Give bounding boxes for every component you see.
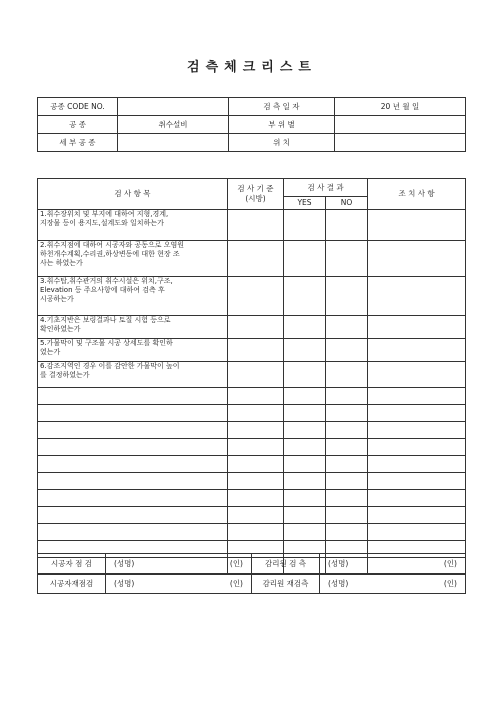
inspection-item[interactable] <box>38 456 228 473</box>
inspection-item <box>38 241 228 277</box>
criteria-sub: (시방) <box>245 194 266 203</box>
inspection-item[interactable] <box>38 507 228 524</box>
supervisor-inspect-sign[interactable] <box>320 554 466 574</box>
action-cell[interactable] <box>368 524 466 541</box>
page-title: 검측체크리스트 <box>187 60 317 75</box>
table-row <box>38 524 466 541</box>
contractor-inspect-sign[interactable] <box>106 554 252 574</box>
yes-cell[interactable] <box>284 473 326 490</box>
result-header: 검 사 결 과 <box>284 179 368 197</box>
inspection-item-line: Elevation 등 주요사항에 대하여 검측 후 <box>40 286 165 295</box>
action-cell[interactable] <box>368 210 466 241</box>
table-row <box>38 388 466 405</box>
criteria-cell[interactable] <box>228 405 284 422</box>
no-cell[interactable] <box>326 405 368 422</box>
action-cell[interactable] <box>368 507 466 524</box>
no-cell[interactable] <box>326 339 368 362</box>
seal-label: (인) <box>443 558 457 568</box>
inspection-item-line: 3.취수탑,취수관거의 취수시설은 위치,구조, <box>40 277 173 285</box>
table-row <box>38 456 466 473</box>
inspection-item-line: 확인하였는가 <box>40 325 81 334</box>
action-cell[interactable] <box>368 362 466 388</box>
sub-work-label: 세 부 공 종 <box>38 134 118 152</box>
location-label: 위 치 <box>229 134 335 152</box>
supervisor-inspect-label: 감리원 검 측 <box>252 554 320 574</box>
criteria-cell[interactable] <box>228 241 284 277</box>
yes-cell[interactable] <box>284 339 326 362</box>
action-cell[interactable] <box>368 473 466 490</box>
work-type-value[interactable]: 취수설비 <box>118 116 229 134</box>
inspection-rows <box>38 210 466 575</box>
yes-cell[interactable] <box>284 277 326 316</box>
no-cell[interactable] <box>326 524 368 541</box>
inspection-item-line: 4.기초지반은 보링결과나 토질 시험 등으로 <box>40 316 171 324</box>
yes-header: YES <box>284 197 326 210</box>
table-row <box>38 210 466 241</box>
seal-label: (인) <box>229 578 243 588</box>
info-row-sub-work <box>38 134 466 152</box>
work-type-label: 공 종 <box>38 116 118 134</box>
criteria-cell[interactable] <box>228 473 284 490</box>
action-cell[interactable] <box>368 316 466 339</box>
yes-cell[interactable] <box>284 490 326 507</box>
no-cell[interactable] <box>326 316 368 339</box>
location-value[interactable] <box>335 134 466 152</box>
yes-cell[interactable] <box>284 405 326 422</box>
inspection-date-value[interactable]: 20 년 월 일 <box>335 98 466 116</box>
criteria-cell[interactable] <box>228 490 284 507</box>
criteria-cell[interactable] <box>228 210 284 241</box>
yes-cell[interactable] <box>284 316 326 339</box>
part-value[interactable] <box>335 116 466 134</box>
criteria-cell[interactable] <box>228 524 284 541</box>
criteria-cell[interactable] <box>228 456 284 473</box>
no-cell[interactable] <box>326 507 368 524</box>
inspection-item <box>38 362 228 388</box>
criteria-cell[interactable] <box>228 388 284 405</box>
sign-row-1 <box>38 554 466 574</box>
no-cell[interactable] <box>326 277 368 316</box>
seal-label: (인) <box>443 578 457 588</box>
part-label: 부 위 별 <box>229 116 335 134</box>
no-cell[interactable] <box>326 490 368 507</box>
action-cell[interactable] <box>368 388 466 405</box>
no-cell[interactable] <box>326 456 368 473</box>
no-cell[interactable] <box>326 241 368 277</box>
table-row <box>38 439 466 456</box>
items-header: 검 사 항 목 <box>38 179 228 210</box>
action-cell[interactable] <box>368 439 466 456</box>
no-cell[interactable] <box>326 422 368 439</box>
inspection-item-line: 였는가 <box>40 348 61 357</box>
inspection-item <box>38 339 228 362</box>
criteria-cell[interactable] <box>228 439 284 456</box>
inspection-item[interactable] <box>38 473 228 490</box>
inspection-table <box>37 178 466 575</box>
criteria-cell[interactable] <box>228 316 284 339</box>
contractor-material-sign[interactable] <box>106 574 252 594</box>
criteria-title: 검 사 기 준 <box>237 184 274 194</box>
action-cell[interactable] <box>368 241 466 277</box>
inspection-item-line: 하천개수계획,수리권,하상변동에 대한 현장 조 <box>40 250 180 259</box>
table-row <box>38 277 466 316</box>
inspection-item-line: 1.취수장위치 및 부지에 대하여 지형,경계, <box>40 210 169 218</box>
inspection-item[interactable] <box>38 439 228 456</box>
yes-cell[interactable] <box>284 422 326 439</box>
inspection-item-line: 6.감조지역인 경우 이를 감안한 가물막이 높이 <box>40 362 180 370</box>
inspection-item-line: 사는 하였는가 <box>40 259 83 268</box>
name-label: (성명) <box>328 578 349 588</box>
supervisor-reinspect-label: 감리원 재검측 <box>252 574 320 594</box>
yes-cell[interactable] <box>284 507 326 524</box>
action-cell[interactable] <box>368 405 466 422</box>
action-cell[interactable] <box>368 339 466 362</box>
supervisor-reinspect-sign[interactable] <box>320 574 466 594</box>
info-row-work-type <box>38 116 466 134</box>
no-cell[interactable] <box>326 388 368 405</box>
inspection-item-line: 를 결정하였는가 <box>40 371 90 380</box>
no-cell[interactable] <box>326 473 368 490</box>
inspection-item[interactable] <box>38 388 228 405</box>
table-row <box>38 507 466 524</box>
no-cell[interactable] <box>326 439 368 456</box>
yes-cell[interactable] <box>284 524 326 541</box>
inspection-item[interactable] <box>38 405 228 422</box>
yes-cell[interactable] <box>284 456 326 473</box>
criteria-cell[interactable] <box>228 507 284 524</box>
no-cell[interactable] <box>326 210 368 241</box>
action-header: 조 치 사 항 <box>368 179 466 210</box>
inspection-date-label: 검 측 일 자 <box>229 98 335 116</box>
inspection-item[interactable] <box>38 490 228 507</box>
info-table <box>37 97 466 152</box>
yes-cell[interactable] <box>284 241 326 277</box>
sign-row-2 <box>38 574 466 594</box>
signature-table <box>37 553 466 594</box>
no-cell[interactable] <box>326 362 368 388</box>
yes-cell[interactable] <box>284 210 326 241</box>
inspection-item-line: 시공하는가 <box>40 295 74 304</box>
name-label: (성명) <box>328 558 349 568</box>
name-label: (성명) <box>114 558 135 568</box>
action-cell[interactable] <box>368 490 466 507</box>
inspection-item <box>38 277 228 316</box>
action-cell[interactable] <box>368 456 466 473</box>
criteria-cell[interactable] <box>228 362 284 388</box>
table-row <box>38 490 466 507</box>
inspection-item <box>38 210 228 241</box>
inspection-item-line: 2.취수지점에 대하여 시공자와 공동으로 오염원 <box>40 241 185 249</box>
name-label: (성명) <box>114 578 135 588</box>
criteria-cell[interactable] <box>228 339 284 362</box>
code-value[interactable] <box>118 98 229 116</box>
inspection-item <box>38 316 228 339</box>
table-row <box>38 339 466 362</box>
inspection-item-line: 5.가물막이 및 구조물 시공 상세도를 확인하 <box>40 339 173 347</box>
yes-cell[interactable] <box>284 362 326 388</box>
table-row <box>38 422 466 439</box>
info-row-code <box>38 98 466 116</box>
table-row <box>38 405 466 422</box>
inspection-item-line: 지장물 등이 용지도,설계도와 일치하는가 <box>40 219 164 228</box>
criteria-header <box>228 179 284 210</box>
yes-cell[interactable] <box>284 388 326 405</box>
code-label: 공종 CODE NO. <box>38 98 118 116</box>
contractor-material-label: 시공자재점검 <box>38 574 106 594</box>
action-cell[interactable] <box>368 422 466 439</box>
criteria-cell[interactable] <box>228 277 284 316</box>
header-row-1 <box>38 179 466 197</box>
no-header: NO <box>326 197 368 210</box>
inspection-item[interactable] <box>38 422 228 439</box>
table-row <box>38 362 466 388</box>
table-row <box>38 316 466 339</box>
table-row <box>38 473 466 490</box>
action-cell[interactable] <box>368 277 466 316</box>
inspection-item[interactable] <box>38 524 228 541</box>
contractor-inspect-label: 시공자 점 검 <box>38 554 106 574</box>
criteria-cell[interactable] <box>228 422 284 439</box>
table-row <box>38 241 466 277</box>
seal-label: (인) <box>229 558 243 568</box>
sub-work-value[interactable] <box>118 134 229 152</box>
yes-cell[interactable] <box>284 439 326 456</box>
